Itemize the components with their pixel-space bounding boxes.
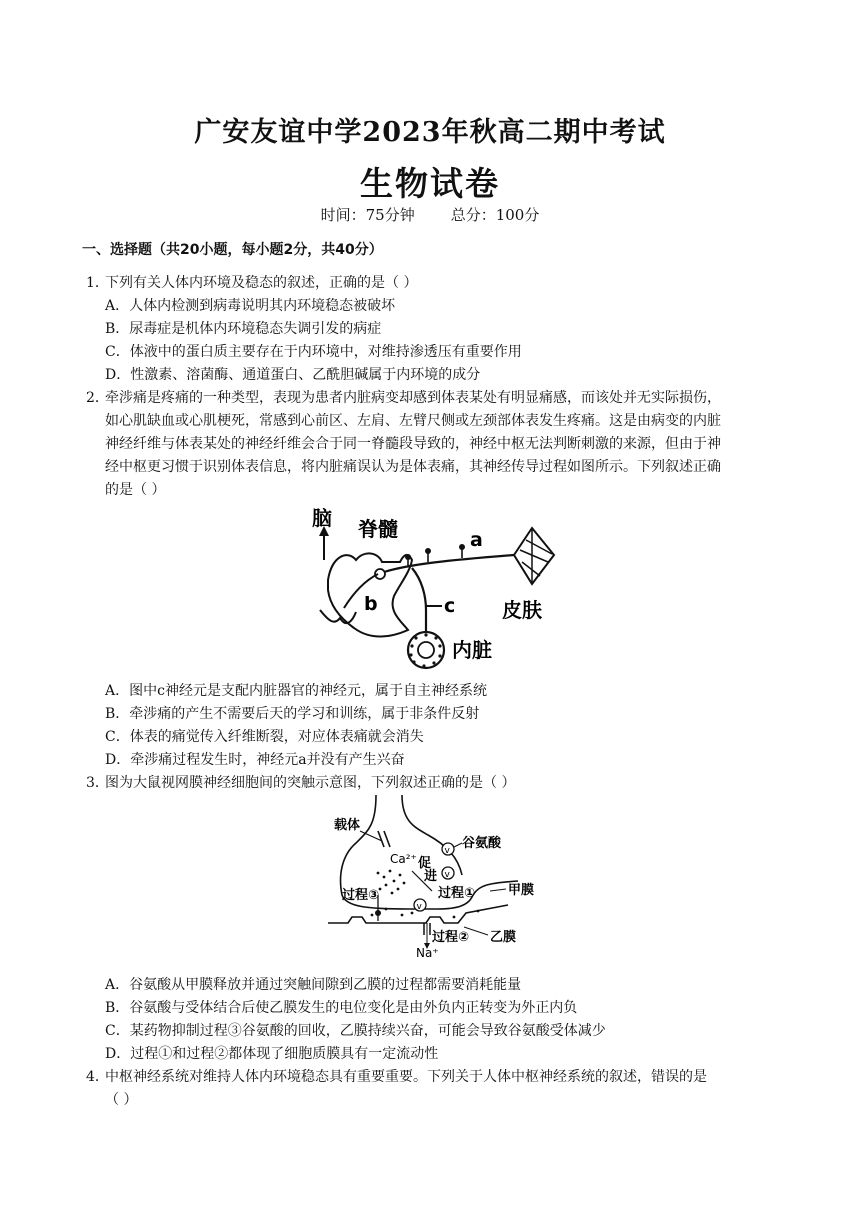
question-text: 图为大鼠视网膜神经细胞间的突触示意图，下列叙述正确的是（ ）: [105, 775, 516, 791]
label-a: a: [470, 529, 483, 551]
svg-text:v: v: [416, 902, 422, 912]
question-text: 牵涉痛是疼痛的一种类型，表现为患者内脏病变却感到体表某处有明显痛感，而该处并无实际损伤，: [105, 390, 721, 406]
label-process-2: 过程②: [432, 930, 470, 945]
exam-score: 总分：100分: [450, 206, 540, 224]
label-skin: 皮肤: [502, 598, 542, 622]
question-number: 2．: [86, 390, 109, 406]
label-membrane-b: 乙膜: [490, 930, 517, 945]
label-promote-1: 促: [418, 856, 432, 871]
option-b: B．牵涉痛的产生不需要后天的学习和训练，属于非条件反射: [105, 706, 480, 722]
label-process-1: 过程①: [438, 886, 476, 901]
svg-text:v: v: [444, 870, 450, 880]
label-promote-2: 进: [424, 869, 438, 884]
option-d: D．牵涉痛过程发生时，神经元a并没有产生兴奋: [105, 752, 405, 768]
option-b: B．尿毒症是机体内环境稳态失调引发的病症: [105, 321, 382, 337]
question-text: 下列有关人体内环境及稳态的叙述，正确的是（ ）: [105, 275, 418, 291]
svg-text:v: v: [444, 846, 450, 856]
label-membrane-a: 甲膜: [508, 883, 535, 898]
question-text: 经中枢更习惯于识别体表信息，将内脏痛误认为是体表痛，其神经传导过程如图所示。下列叙述正确: [105, 459, 721, 475]
label-b: b: [364, 593, 378, 615]
option-d: D．过程①和过程②都体现了细胞质膜具有一定流动性: [105, 1046, 439, 1062]
referred-pain-diagram: [300, 500, 570, 675]
section-title: 一、选择题（共20小题，每小题2分，共40分）: [82, 242, 383, 258]
label-ca: Ca²⁺: [390, 852, 417, 866]
exam-info: [0, 204, 860, 225]
question-number: 4．: [86, 1069, 109, 1085]
label-glutamate: 谷氨酸: [462, 836, 502, 851]
exam-time: 时间：75分钟: [320, 206, 415, 224]
option-b: B．谷氨酸与受体结合后使乙膜发生的电位变化是由外负内正转变为外正内负: [105, 1000, 578, 1016]
option-a: A．人体内检测到病毒说明其内环境稳态被破坏: [105, 298, 396, 314]
label-carrier: 载体: [334, 818, 361, 833]
option-a: A．谷氨酸从甲膜释放并通过突触间隙到乙膜的过程都需要消耗能量: [105, 977, 522, 993]
label-viscera: 内脏: [452, 638, 492, 662]
question-text: （ ）: [105, 1092, 138, 1108]
option-c: C．体液中的蛋白质主要存在于内环境中，对维持渗透压有重要作用: [105, 344, 522, 360]
exam-subject-title: 生物试卷: [360, 164, 500, 203]
option-c: C．某药物抑制过程③谷氨酸的回收，乙膜持续兴奋，可能会导致谷氨酸受体减少: [105, 1023, 606, 1039]
question-text: 中枢神经系统对维持人体内环境稳态具有重要重要。下列关于人体中枢神经系统的叙述，错误的是: [105, 1069, 707, 1085]
question-text: 如心肌缺血或心肌梗死，常感到心前区、左肩、左臂尺侧或左颈部体表发生疼痛。这是由病变的内脏: [105, 413, 721, 429]
label-process-3: 过程③: [342, 888, 380, 903]
label-c: c: [444, 595, 456, 617]
question-number: 3．: [86, 775, 109, 791]
label-spinal-cord: 脊髓: [358, 517, 398, 541]
question-text: 神经纤维与体表某处的神经纤维会合于同一脊髓段导致的，神经中枢无法判断刺激的来源，但由于神: [105, 436, 721, 452]
synapse-diagram: [328, 795, 538, 960]
label-na: Na⁺: [416, 946, 439, 960]
question-text: 的是（ ）: [105, 482, 166, 498]
exam-school-title: 广安友谊中学2023年秋高二期中考试: [194, 117, 666, 148]
question-number: 1．: [86, 275, 109, 291]
label-brain: 脑: [312, 506, 332, 530]
option-a: A．图中c神经元是支配内脏器官的神经元，属于自主神经系统: [105, 683, 487, 699]
option-c: C．体表的痛觉传入纤维断裂，对应体表痛就会消失: [105, 729, 424, 745]
option-d: D．性激素、溶菌酶、通道蛋白、乙酰胆碱属于内环境的成分: [105, 367, 481, 383]
